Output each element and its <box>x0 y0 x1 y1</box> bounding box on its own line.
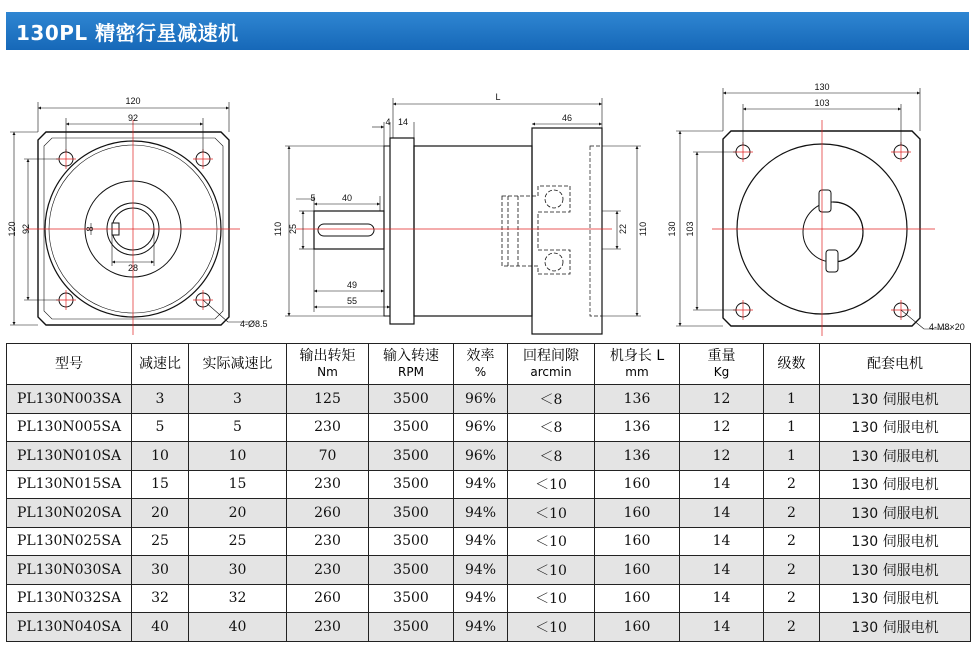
cell-ratio: 40 <box>132 613 189 642</box>
header-body-length <box>595 344 680 385</box>
cell-motor: 130 伺服电机 <box>820 613 971 642</box>
cell-input-speed: 3500 <box>369 613 454 642</box>
dim-40: 40 <box>341 193 353 203</box>
cell-input-speed: 3500 <box>369 413 454 442</box>
header-unit: arcmin <box>530 365 572 379</box>
table-row <box>7 442 971 471</box>
cell-model: PL130N030SA <box>7 556 132 585</box>
header-unit: Nm <box>317 365 338 379</box>
dim-input-outer-width: 130 <box>814 82 830 92</box>
output-flange-view <box>10 102 250 335</box>
cell-weight: 12 <box>680 442 764 471</box>
table-row <box>7 413 971 442</box>
cell-efficiency: 96% <box>454 413 508 442</box>
cell-weight: 14 <box>680 527 764 556</box>
header-label: 实际减速比 <box>202 356 273 372</box>
cell-model: PL130N015SA <box>7 470 132 499</box>
cell-body-length: 136 <box>595 413 680 442</box>
header-model <box>7 344 132 385</box>
cell-backlash: ＜8 <box>508 413 595 442</box>
cell-body-length: 160 <box>595 613 680 642</box>
table-row <box>7 556 971 585</box>
cell-efficiency: 94% <box>454 613 508 642</box>
dim-pcd-height: 92 <box>21 223 31 235</box>
cell-stages: 2 <box>764 556 820 585</box>
cell-motor: 130 伺服电机 <box>820 442 971 471</box>
cell-backlash: ＜10 <box>508 527 595 556</box>
cell-ratio: 15 <box>132 470 189 499</box>
cell-motor: 130 伺服电机 <box>820 385 971 414</box>
header-label: 机身长 L <box>609 348 665 364</box>
cell-actual-ratio: 32 <box>189 584 287 613</box>
cell-efficiency: 94% <box>454 584 508 613</box>
technical-drawing <box>0 58 975 338</box>
page-title: 130PL 精密行星减速机 <box>16 21 239 45</box>
table-body <box>7 385 971 642</box>
cell-model: PL130N005SA <box>7 413 132 442</box>
cell-input-speed: 3500 <box>369 442 454 471</box>
table-row <box>7 527 971 556</box>
cell-weight: 14 <box>680 556 764 585</box>
dim-input-pcd-height: 103 <box>685 221 695 237</box>
cell-efficiency: 94% <box>454 470 508 499</box>
header-label: 效率 <box>466 348 495 364</box>
cell-stages: 2 <box>764 584 820 613</box>
dim-body-length: L <box>495 92 501 102</box>
cell-model: PL130N010SA <box>7 442 132 471</box>
dim-input-holes: 4-M8×20 <box>929 322 965 332</box>
cell-output-torque: 230 <box>287 556 369 585</box>
cell-backlash: ＜10 <box>508 556 595 585</box>
dim-mount-holes: 4-Ø8.5 <box>240 319 268 329</box>
cell-stages: 2 <box>764 613 820 642</box>
cell-output-torque: 230 <box>287 470 369 499</box>
cell-ratio: 32 <box>132 584 189 613</box>
header-label: 级数 <box>777 356 806 372</box>
dim-49: 49 <box>346 280 358 290</box>
dim-pcd-width: 92 <box>127 113 139 123</box>
cell-weight: 14 <box>680 613 764 642</box>
header-unit: mm <box>625 365 649 379</box>
dim-input-pcd-width: 103 <box>814 98 830 108</box>
cell-body-length: 136 <box>595 442 680 471</box>
dim-46: 46 <box>561 113 573 123</box>
cell-weight: 14 <box>680 499 764 528</box>
cell-stages: 1 <box>764 442 820 471</box>
cell-output-torque: 125 <box>287 385 369 414</box>
cell-body-length: 160 <box>595 527 680 556</box>
dim-5: 5 <box>310 193 316 203</box>
cell-actual-ratio: 40 <box>189 613 287 642</box>
cell-input-speed: 3500 <box>369 527 454 556</box>
cell-input-speed: 3500 <box>369 499 454 528</box>
cell-model: PL130N020SA <box>7 499 132 528</box>
cell-actual-ratio: 5 <box>189 413 287 442</box>
cell-weight: 14 <box>680 470 764 499</box>
cell-body-length: 136 <box>595 385 680 414</box>
dim-input-bore: 22 <box>618 223 628 235</box>
cell-actual-ratio: 20 <box>189 499 287 528</box>
cell-output-torque: 230 <box>287 613 369 642</box>
cell-stages: 1 <box>764 413 820 442</box>
cell-efficiency: 96% <box>454 385 508 414</box>
table-row <box>7 584 971 613</box>
cell-backlash: ＜8 <box>508 442 595 471</box>
cell-motor: 130 伺服电机 <box>820 556 971 585</box>
dim-outer-width: 120 <box>125 96 141 106</box>
cell-stages: 1 <box>764 385 820 414</box>
cell-actual-ratio: 30 <box>189 556 287 585</box>
header-label: 输入转速 <box>383 348 439 364</box>
header-unit: % <box>474 365 487 379</box>
cell-ratio: 5 <box>132 413 189 442</box>
header-actual-ratio <box>189 344 287 385</box>
cell-backlash: ＜10 <box>508 470 595 499</box>
cell-output-torque: 230 <box>287 527 369 556</box>
table-row <box>7 613 971 642</box>
cell-ratio: 25 <box>132 527 189 556</box>
header-weight <box>680 344 764 385</box>
cell-output-torque: 260 <box>287 584 369 613</box>
cell-weight: 14 <box>680 584 764 613</box>
header-input-speed <box>369 344 454 385</box>
cell-backlash: ＜10 <box>508 584 595 613</box>
cell-ratio: 10 <box>132 442 189 471</box>
header-label: 配套电机 <box>867 356 923 372</box>
header-backlash <box>508 344 595 385</box>
cell-ratio: 20 <box>132 499 189 528</box>
cell-input-speed: 3500 <box>369 385 454 414</box>
header-label: 型号 <box>55 356 83 372</box>
cell-actual-ratio: 10 <box>189 442 287 471</box>
cell-actual-ratio: 15 <box>189 470 287 499</box>
dim-shaft-height: 28 <box>127 263 139 273</box>
title-bar <box>6 12 969 50</box>
cell-backlash: ＜8 <box>508 385 595 414</box>
table-row <box>7 499 971 528</box>
cell-model: PL130N040SA <box>7 613 132 642</box>
dim-shaft-dia: 25 <box>288 223 298 235</box>
dim-outer-height: 120 <box>7 221 17 237</box>
spec-table <box>6 343 971 642</box>
header-stages <box>764 344 820 385</box>
dim-14: 14 <box>397 117 409 127</box>
cell-model: PL130N025SA <box>7 527 132 556</box>
dim-55: 55 <box>346 296 358 306</box>
dim-pilot-dia: 110 <box>638 221 648 237</box>
cell-input-speed: 3500 <box>369 556 454 585</box>
cell-model: PL130N032SA <box>7 584 132 613</box>
dim-4: 4 <box>385 117 391 127</box>
cell-motor: 130 伺服电机 <box>820 584 971 613</box>
header-label: 输出转矩 <box>299 348 356 364</box>
cell-stages: 2 <box>764 499 820 528</box>
table-row <box>7 470 971 499</box>
cell-weight: 12 <box>680 385 764 414</box>
cell-motor: 130 伺服电机 <box>820 413 971 442</box>
cell-ratio: 30 <box>132 556 189 585</box>
header-unit: Kg <box>713 365 730 379</box>
cell-motor: 130 伺服电机 <box>820 470 971 499</box>
cell-motor: 130 伺服电机 <box>820 527 971 556</box>
header-unit: RPM <box>398 365 424 379</box>
cell-body-length: 160 <box>595 499 680 528</box>
cell-stages: 2 <box>764 470 820 499</box>
cell-stages: 2 <box>764 527 820 556</box>
cell-actual-ratio: 25 <box>189 527 287 556</box>
cell-backlash: ＜10 <box>508 613 595 642</box>
cell-body-length: 160 <box>595 470 680 499</box>
table-row <box>7 385 971 414</box>
cell-efficiency: 94% <box>454 556 508 585</box>
cell-model: PL130N003SA <box>7 385 132 414</box>
cell-actual-ratio: 3 <box>189 385 287 414</box>
dim-input-outer-height: 130 <box>667 221 677 237</box>
cell-output-torque: 230 <box>287 413 369 442</box>
dim-flange-height: 110 <box>273 221 283 237</box>
input-flange-view <box>676 88 952 336</box>
header-output-torque <box>287 344 369 385</box>
header-ratio <box>132 344 189 385</box>
cell-backlash: ＜10 <box>508 499 595 528</box>
cell-input-speed: 3500 <box>369 470 454 499</box>
cell-motor: 130 伺服电机 <box>820 499 971 528</box>
header-motor <box>820 344 971 385</box>
header-label: 减速比 <box>139 356 181 372</box>
header-label: 回程间隙 <box>523 348 579 364</box>
side-profile-view <box>285 98 641 334</box>
cell-weight: 12 <box>680 413 764 442</box>
cell-efficiency: 94% <box>454 499 508 528</box>
cell-body-length: 160 <box>595 584 680 613</box>
header-label: 重量 <box>707 348 736 364</box>
cell-body-length: 160 <box>595 556 680 585</box>
cell-input-speed: 3500 <box>369 584 454 613</box>
cell-efficiency: 94% <box>454 527 508 556</box>
cell-output-torque: 70 <box>287 442 369 471</box>
cell-output-torque: 260 <box>287 499 369 528</box>
dim-key-width: 8 <box>85 226 95 232</box>
table-header-row <box>7 344 971 385</box>
cell-ratio: 3 <box>132 385 189 414</box>
header-efficiency <box>454 344 508 385</box>
cell-efficiency: 96% <box>454 442 508 471</box>
